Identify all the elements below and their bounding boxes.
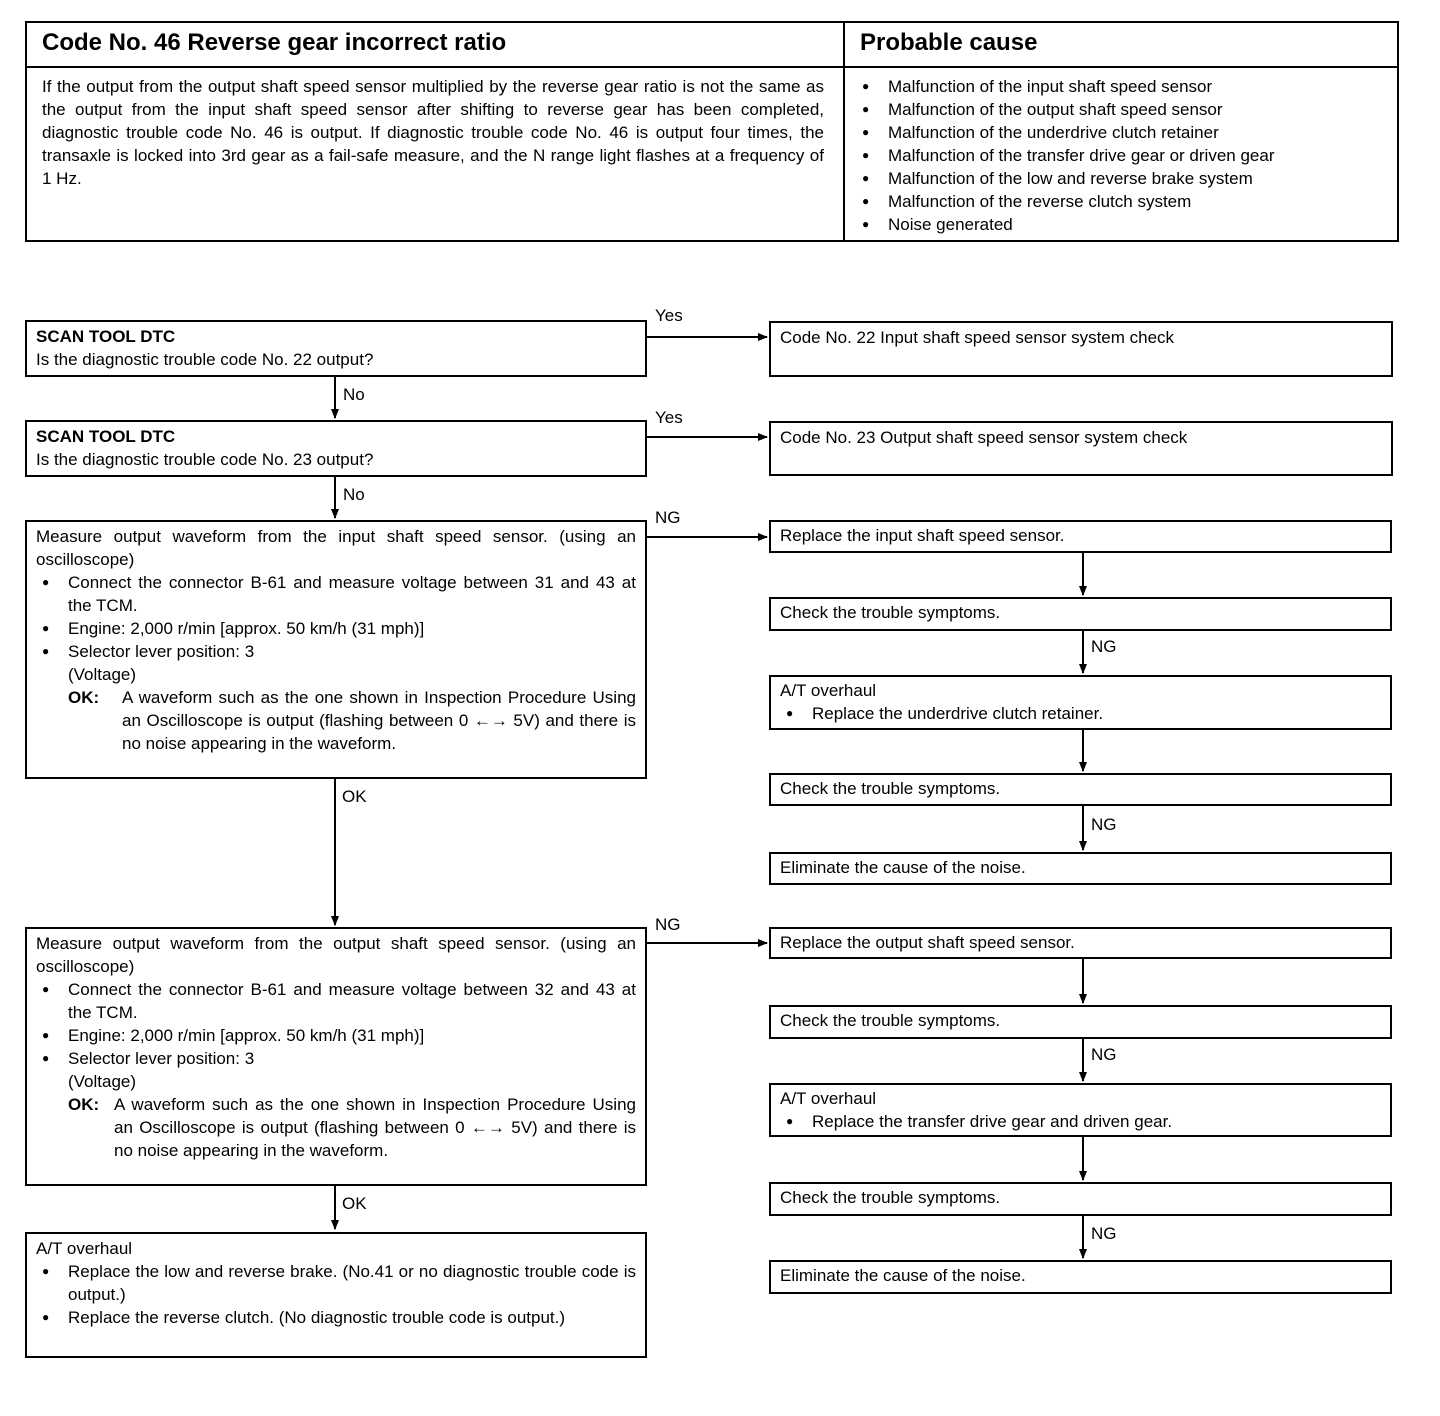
step5-box	[25, 1232, 647, 1358]
step5-bullet: ● Replace the low and reverse brake. (No.41 or no diagnostic trouble code is output.)	[36, 1260, 636, 1306]
step3-bullet: ● Connect the connector B-61 and measure voltage between 31 and 43 at the TCM.	[36, 571, 636, 617]
label-ng: NG	[655, 915, 681, 934]
r4a-text: Replace the output shaft speed sensor.	[780, 933, 1075, 952]
r3c-box	[769, 675, 1392, 730]
step4-ok-text: A waveform such as the one shown in Inspection Procedure Using an Oscilloscope is output (flashing between 0 ←→ 5V) and there is no noise appearing in the waveform.	[114, 1095, 636, 1160]
cause-item: ● Malfunction of the transfer drive gear or driven gear	[856, 144, 1391, 167]
cause-item: ● Malfunction of the low and reverse brake system	[856, 167, 1391, 190]
code-description: If the output from the output shaft speed sensor multiplied by the reverse gear ratio is not the same as the output from the input shaft speed sensor after shifting to reverse gear has been completed, diagnostic trouble code No. 46 is output. If diagnostic trouble code No. 46 is output four times, the transaxle is locked into 3rd gear as a fail-safe measure, and the N range light flashes at a frequency of 1 Hz.	[42, 77, 824, 188]
code-title: Code No. 46 Reverse gear incorrect ratio	[42, 29, 507, 56]
label-ng: NG	[655, 508, 681, 527]
step4-bullet: ● Engine: 2,000 r/min [approx. 50 km/h (31 mph)]	[36, 1024, 636, 1047]
r3d-text: Check the trouble symptoms.	[780, 779, 1001, 798]
r4a-box	[769, 927, 1392, 959]
r3d-box	[769, 773, 1392, 806]
step2-title: SCAN TOOL DTC	[36, 427, 176, 446]
step3-intro: Measure output waveform from the input shaft speed sensor. (using an oscilloscope)	[36, 527, 636, 569]
step3-ok-text: A waveform such as the one shown in Inspection Procedure Using an Oscilloscope is output (flashing between 0 ←→ 5V) and there is no noise appearing in the waveform.	[122, 688, 636, 753]
r4b-text: Check the trouble symptoms.	[780, 1011, 1001, 1030]
step4-ok-label: OK:	[68, 1095, 100, 1114]
label-ok: OK	[342, 787, 367, 806]
r2-text: Code No. 23 Output shaft speed sensor system check	[780, 428, 1188, 447]
step1-question: Is the diagnostic trouble code No. 22 output?	[36, 350, 374, 369]
r2-box	[769, 421, 1393, 476]
label-ng: NG	[1091, 1224, 1117, 1243]
step2-box	[25, 420, 647, 477]
label-no: No	[343, 485, 365, 504]
step4-voltage: (Voltage)	[68, 1072, 137, 1091]
step4-intro: Measure output waveform from the output shaft speed sensor. (using an oscilloscope)	[36, 934, 636, 976]
label-ng: NG	[1091, 815, 1117, 834]
label-no: No	[343, 385, 365, 404]
r3c-title: A/T overhaul	[780, 681, 877, 700]
r3c-bullet: ● Replace the underdrive clutch retainer.	[780, 702, 1381, 725]
cause-item: ● Malfunction of the input shaft speed sensor	[856, 75, 1391, 98]
label-ng: NG	[1091, 637, 1117, 656]
r4b-box	[769, 1005, 1392, 1039]
step3-box	[25, 520, 647, 779]
step4-bullet: ● Connect the connector B-61 and measure voltage between 32 and 43 at the TCM.	[36, 978, 636, 1024]
step3-voltage: (Voltage)	[68, 665, 137, 684]
probable-cause-title: Probable cause	[860, 29, 1038, 56]
step2-question: Is the diagnostic trouble code No. 23 output?	[36, 450, 374, 469]
step1-title: SCAN TOOL DTC	[36, 327, 176, 346]
step3-bullet: ● Selector lever position: 3	[36, 640, 636, 663]
r1-box	[769, 321, 1393, 377]
cause-item: ● Malfunction of the underdrive clutch retainer	[856, 121, 1391, 144]
cause-item: ● Noise generated	[856, 213, 1391, 236]
r3a-text: Replace the input shaft speed sensor.	[780, 526, 1065, 545]
r4c-box	[769, 1083, 1392, 1137]
label-yes: Yes	[655, 408, 683, 427]
step1-box	[25, 320, 647, 377]
step4-ok	[36, 1093, 636, 1162]
r4e-box	[769, 1260, 1392, 1294]
r4d-box	[769, 1182, 1392, 1216]
cause-item: ● Malfunction of the reverse clutch system	[856, 190, 1391, 213]
r4d-text: Check the trouble symptoms.	[780, 1188, 1001, 1207]
step5-title: A/T overhaul	[36, 1239, 133, 1258]
r3a-box	[769, 520, 1392, 553]
step3-ok-label: OK:	[68, 688, 100, 707]
step4-box	[25, 927, 647, 1186]
r4c-bullet: ● Replace the transfer drive gear and driven gear.	[780, 1110, 1381, 1133]
r3e-box	[769, 852, 1392, 885]
step3-bullet: ● Engine: 2,000 r/min [approx. 50 km/h (31 mph)]	[36, 617, 636, 640]
r3b-box	[769, 597, 1392, 631]
r3e-text: Eliminate the cause of the noise.	[780, 858, 1026, 877]
label-ok: OK	[342, 1194, 367, 1213]
r3b-text: Check the trouble symptoms.	[780, 603, 1001, 622]
r1-text: Code No. 22 Input shaft speed sensor system check	[780, 328, 1175, 347]
r4e-text: Eliminate the cause of the noise.	[780, 1266, 1026, 1285]
label-ng: NG	[1091, 1045, 1117, 1064]
step3-ok	[36, 686, 636, 755]
r4c-title: A/T overhaul	[780, 1089, 877, 1108]
label-yes: Yes	[655, 306, 683, 325]
step4-bullet: ● Selector lever position: 3	[36, 1047, 636, 1070]
step5-bullet: ● Replace the reverse clutch. (No diagnostic trouble code is output.)	[36, 1306, 636, 1329]
cause-item: ● Malfunction of the output shaft speed sensor	[856, 98, 1391, 121]
